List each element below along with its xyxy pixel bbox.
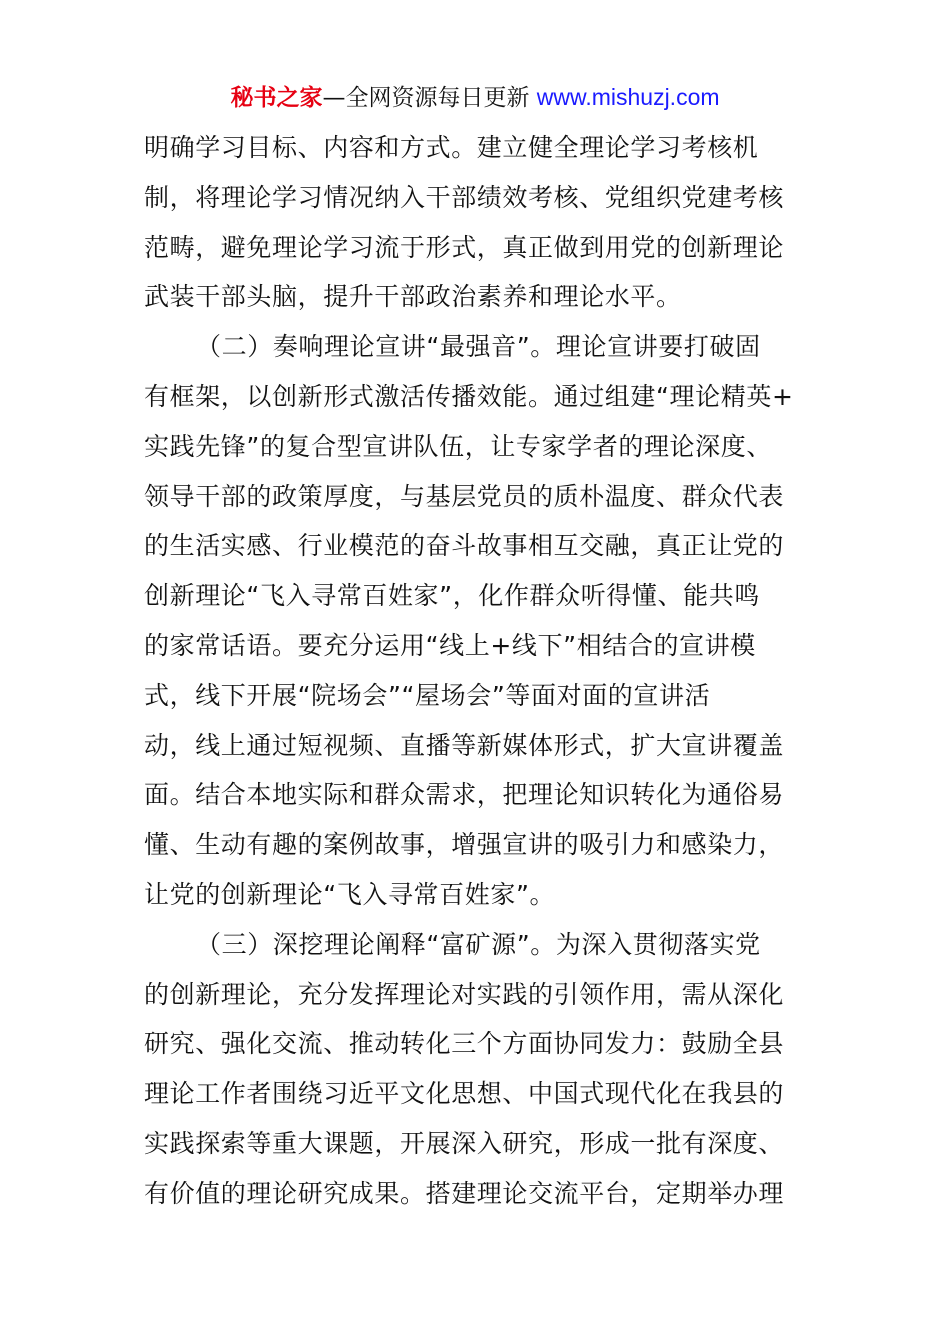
text-line: 的生活实感、行业模范的奋斗故事相互交融，真正让党的 bbox=[144, 531, 785, 561]
text-line: 理论工作者围绕习近平文化思想、中国式现代化在我县的 bbox=[144, 1079, 785, 1109]
text-line: 研究、强化交流、推动转化三个方面协同发力：鼓励全县 bbox=[144, 1029, 785, 1059]
text-line: 的创新理论，充分发挥理论对实践的引领作用，需从深化 bbox=[144, 979, 785, 1009]
site-url-link[interactable]: www.mishuzj.com bbox=[536, 84, 720, 110]
text-line: 制，将理论学习情况纳入干部绩效考核、党组织党建考核 bbox=[144, 182, 785, 212]
text-line: 懂、生动有趣的案例故事，增强宣讲的吸引力和感染力， bbox=[144, 830, 785, 860]
document-body bbox=[144, 123, 824, 1219]
section-heading-line: （二）奏响理论宣讲“最强音”。理论宣讲要打破固 bbox=[196, 332, 761, 362]
site-header bbox=[0, 80, 950, 115]
text-line: 让党的创新理论“飞入寻常百姓家”。 bbox=[144, 879, 556, 909]
brand-name: 秘书之家 bbox=[230, 85, 323, 111]
text-line: 式，线下开展“院场会”“屋场会”等面对面的宣讲活 bbox=[144, 680, 711, 710]
text-line: 动，线上通过短视频、直播等新媒体形式，扩大宣讲覆盖 bbox=[144, 730, 785, 760]
text-line: 有框架，以创新形式激活传播效能。通过组建“理论精英+ bbox=[144, 381, 794, 411]
text-line: 面。结合本地实际和群众需求，把理论知识转化为通俗易 bbox=[144, 780, 785, 810]
text-line: 领导干部的政策厚度，与基层党员的质朴温度、群众代表 bbox=[144, 481, 785, 511]
text-line: 范畴，避免理论学习流于形式，真正做到用党的创新理论 bbox=[144, 232, 785, 262]
header-tagline: —全网资源每日更新 bbox=[322, 85, 530, 111]
text-line: 实践先锋”的复合型宣讲队伍，让专家学者的理论深度、 bbox=[144, 431, 772, 461]
text-line: 明确学习目标、内容和方式。建立健全理论学习考核机 bbox=[144, 133, 759, 162]
text-line: 实践探索等重大课题，开展深入研究，形成一批有深度、 bbox=[144, 1128, 785, 1158]
text-line: 创新理论“飞入寻常百姓家”，化作群众听得懂、能共鸣 bbox=[144, 581, 760, 611]
text-line: 武装干部头脑，提升干部政治素养和理论水平。 bbox=[144, 282, 682, 312]
text-line: 有价值的理论研究成果。搭建理论交流平台，定期举办理 bbox=[144, 1178, 785, 1208]
section-heading-line: （三）深挖理论阐释“富矿源”。为深入贯彻落实党 bbox=[196, 929, 761, 959]
text-line: 的家常话语。要充分运用“线上+线下”相结合的宣讲模 bbox=[144, 630, 756, 660]
